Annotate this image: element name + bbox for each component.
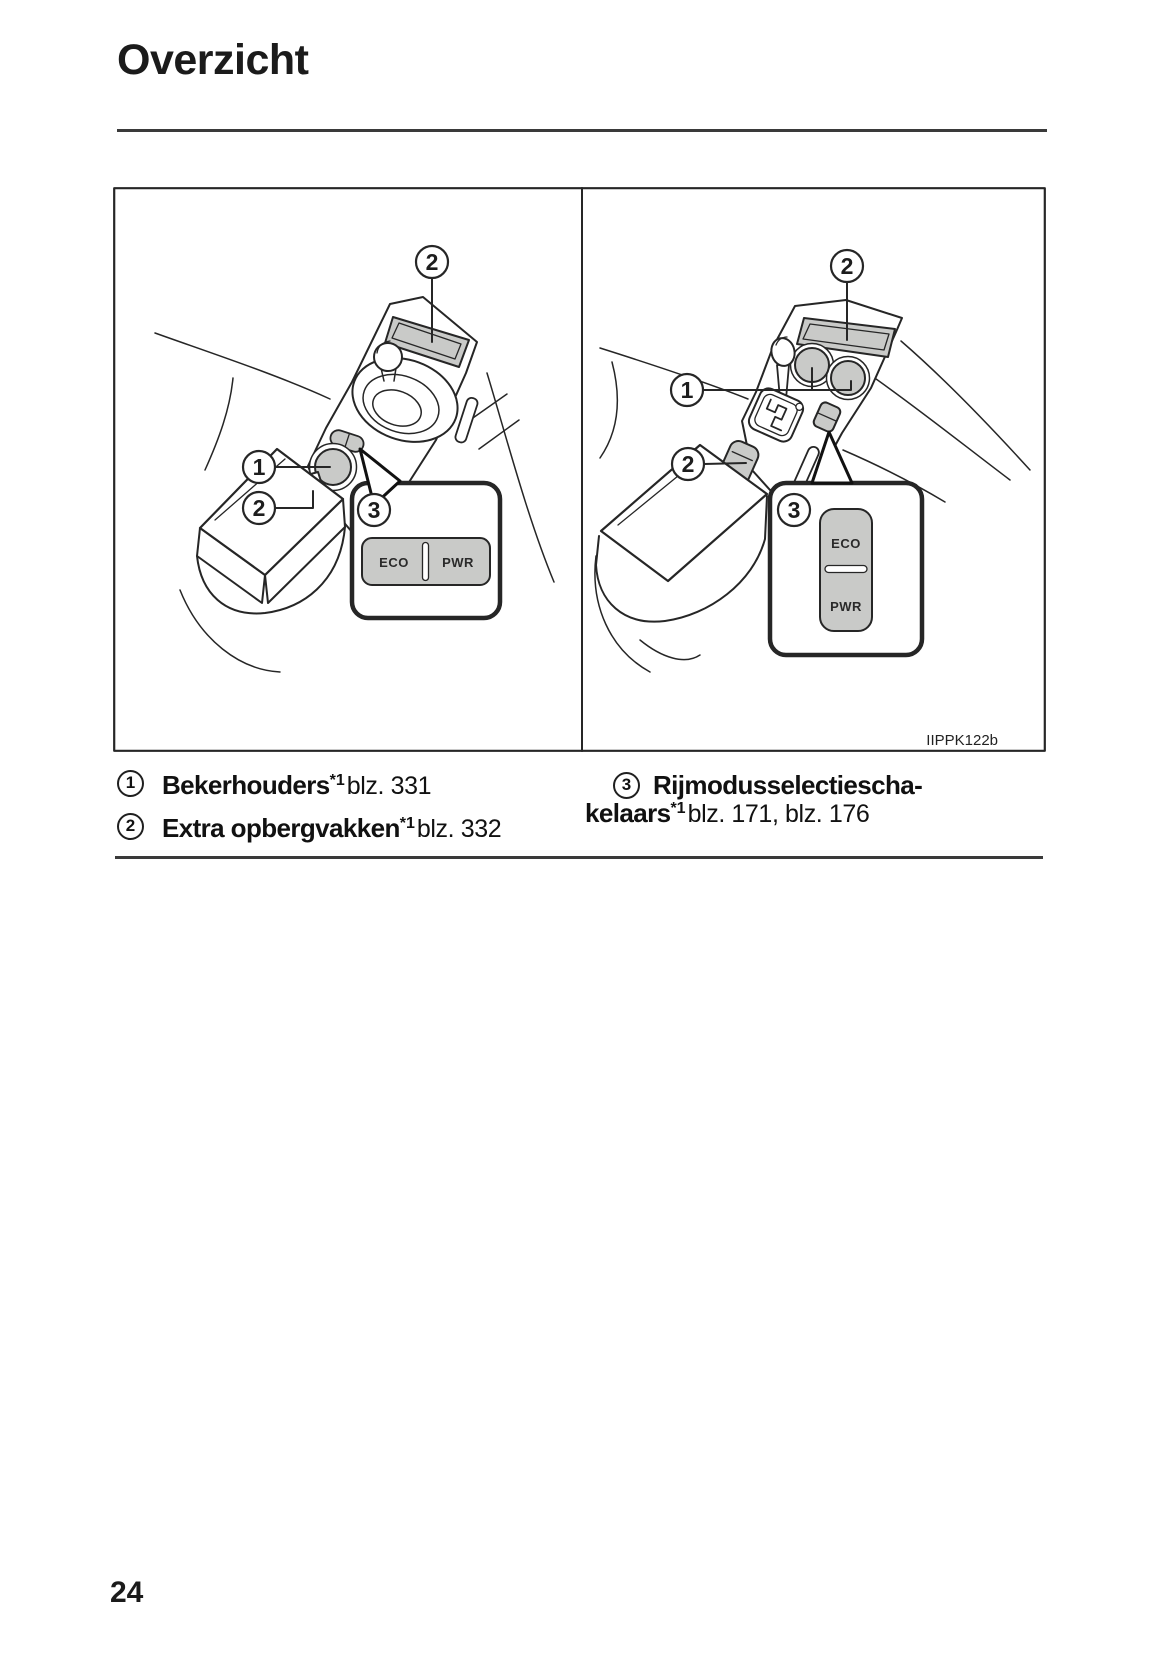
switch-divider: [825, 566, 867, 573]
leader-line: [704, 463, 746, 464]
legend-page-ref: blz. 331: [346, 772, 432, 800]
figure-code: IIPPK122b: [926, 732, 998, 749]
legend-item-rijmodus-line2: [585, 798, 869, 833]
callout-3-number: 3: [787, 497, 801, 523]
eco-label: ECO: [379, 555, 409, 570]
figure-illustration: [113, 187, 1046, 752]
legend-item-extra-opbergvakken: [162, 813, 501, 848]
callout-1-number: 1: [252, 454, 266, 480]
legend-badge-2: 2: [117, 813, 144, 840]
page-number: 24: [110, 1576, 144, 1609]
callout-2-number: 2: [681, 451, 695, 477]
switch-divider: [423, 543, 429, 581]
pwr-label: PWR: [442, 555, 474, 570]
legend-badge-3: 3: [613, 772, 640, 799]
legend-item-bekerhouders: [162, 770, 431, 805]
legend-footnote-mark: *1: [399, 815, 415, 832]
legend-page-ref: blz. 332: [416, 815, 502, 843]
legend-footnote-mark: *1: [329, 772, 345, 789]
pwr-label: PWR: [830, 599, 862, 614]
callout-1-number: 1: [680, 377, 694, 403]
legend-page-ref: blz. 171, blz. 176: [687, 800, 870, 828]
callout-3-number: 3: [367, 497, 381, 523]
legend-label: Rijmodusselectiescha-: [653, 770, 923, 800]
legend-footnote-mark: *1: [670, 800, 686, 817]
legend-label: Extra opbergvakken: [162, 813, 400, 843]
legend-label: kelaars: [585, 798, 671, 828]
callout-2-number: 2: [425, 249, 439, 275]
legend-badge-1: 1: [117, 770, 144, 797]
gear-knob: [374, 343, 402, 371]
callout-2-number: 2: [252, 495, 266, 521]
callout-2-number: 2: [840, 253, 854, 279]
top-rule: [117, 129, 1047, 132]
bottom-rule: [115, 856, 1043, 859]
legend-item-rijmodus-line1: [653, 770, 922, 800]
legend-label: Bekerhouders: [162, 770, 330, 800]
page-title: Overzicht: [117, 36, 309, 84]
eco-label: ECO: [831, 536, 861, 551]
